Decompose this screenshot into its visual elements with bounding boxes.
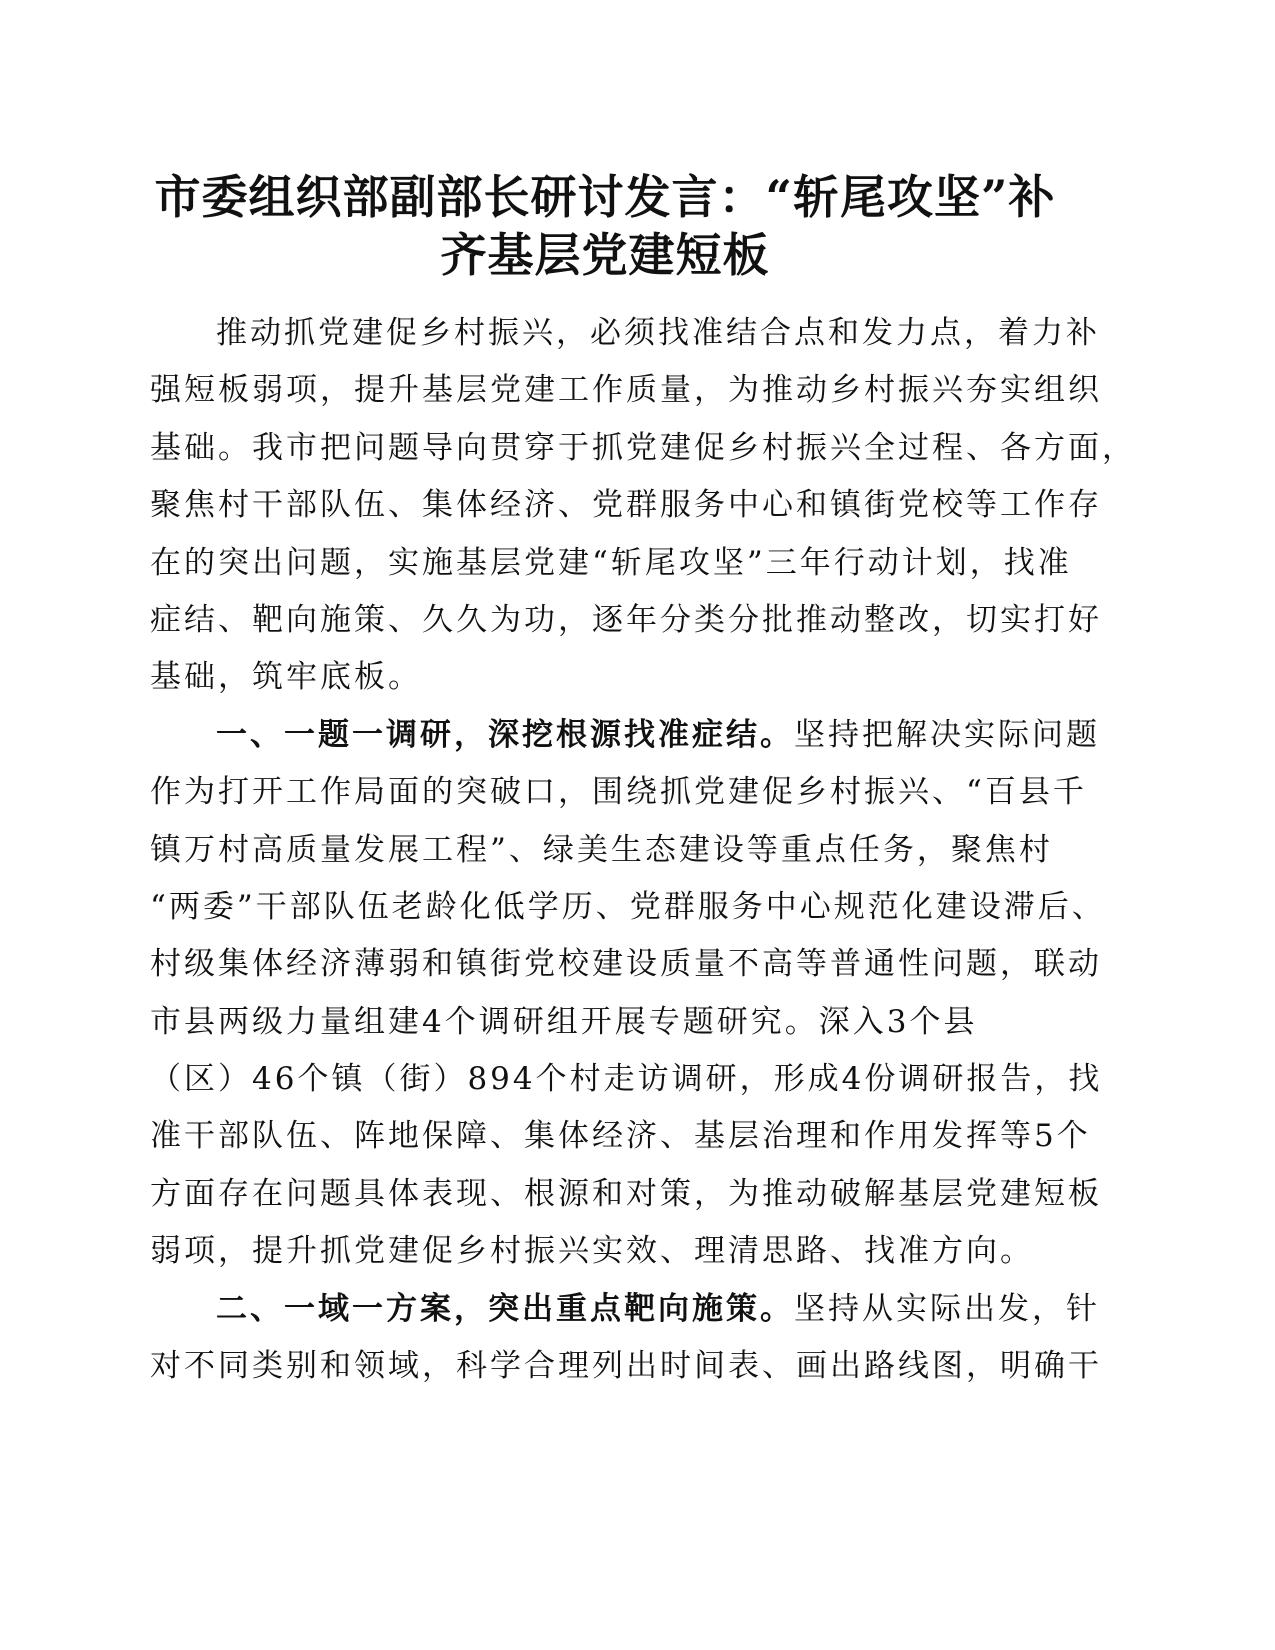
paragraph-line: 聚焦村干部队伍、集体经济、党群服务中心和镇街党校等工作存 [150, 487, 1102, 524]
section-text: 坚持把解决实际问题 [794, 716, 1100, 753]
section-heading: 二、一域一方案，突出重点靶向施策。 [216, 1290, 794, 1327]
section-2-first-line [150, 1281, 1100, 1338]
title-line: 市委组织部副部长研讨发言：“斩尾攻坚”补 [154, 170, 1056, 224]
paragraph-line: 对不同类别和领域，科学合理列出时间表、画出路线图，明确干 [150, 1348, 1102, 1385]
paragraph-line: 方面存在问题具体表现、根源和对策，为推动破解基层党建短板 [150, 1175, 1102, 1212]
document-title [150, 168, 1060, 284]
paragraph-line: 在的突出问题，实施基层党建“斩尾攻坚”三年行动计划，找准 [150, 544, 1072, 581]
paragraph-line: 准干部队伍、阵地保障、集体经济、基层治理和作用发挥等5个 [150, 1118, 1091, 1155]
paragraph-line: 强短板弱项，提升基层党建工作质量，为推动乡村振兴夯实组织 [150, 372, 1102, 409]
paragraph-line: （区）46个镇（街）894个村走访调研，形成4份调研报告，找 [150, 1061, 1103, 1098]
paragraph-line: 症结、靶向施策、久久为功，逐年分类分批推动整改，切实打好 [150, 601, 1102, 638]
paragraph-line: 推动抓党建促乡村振兴，必须找准结合点和发力点，着力补 [216, 315, 1100, 351]
title-line: 齐基层党建短板 [440, 228, 770, 282]
section-1-first-line [150, 707, 1100, 764]
document-body [150, 305, 1136, 1395]
paragraph-line: “两委”干部队伍老龄化低学历、党群服务中心规范化建设滞后、 [150, 888, 1106, 925]
paragraph-line: 弱项，提升抓党建促乡村振兴实效、理清思路、找准方向。 [150, 1233, 1034, 1270]
paragraph-line: 市县两级力量组建4个调研组开展专题研究。深入3个县 [150, 1003, 978, 1040]
paragraph-line: 村级集体经济薄弱和镇街党校建设质量不高等普通性问题，联动 [150, 946, 1102, 983]
paragraph-line: 作为打开工作局面的突破口，围绕抓党建促乡村振兴、“百县千 [150, 774, 1087, 811]
section-text: 坚持从实际出发，针 [794, 1290, 1100, 1327]
paragraph-line: 镇万村高质量发展工程”、绿美生态建设等重点任务，聚焦村 [150, 831, 1053, 868]
section-heading: 一、一题一调研，深挖根源找准症结。 [216, 716, 794, 753]
paragraph-line: 基础。我市把问题导向贯穿于抓党建促乡村振兴全过程、各方面， [150, 429, 1136, 466]
paragraph-line: 基础，筑牢底板。 [150, 659, 422, 696]
